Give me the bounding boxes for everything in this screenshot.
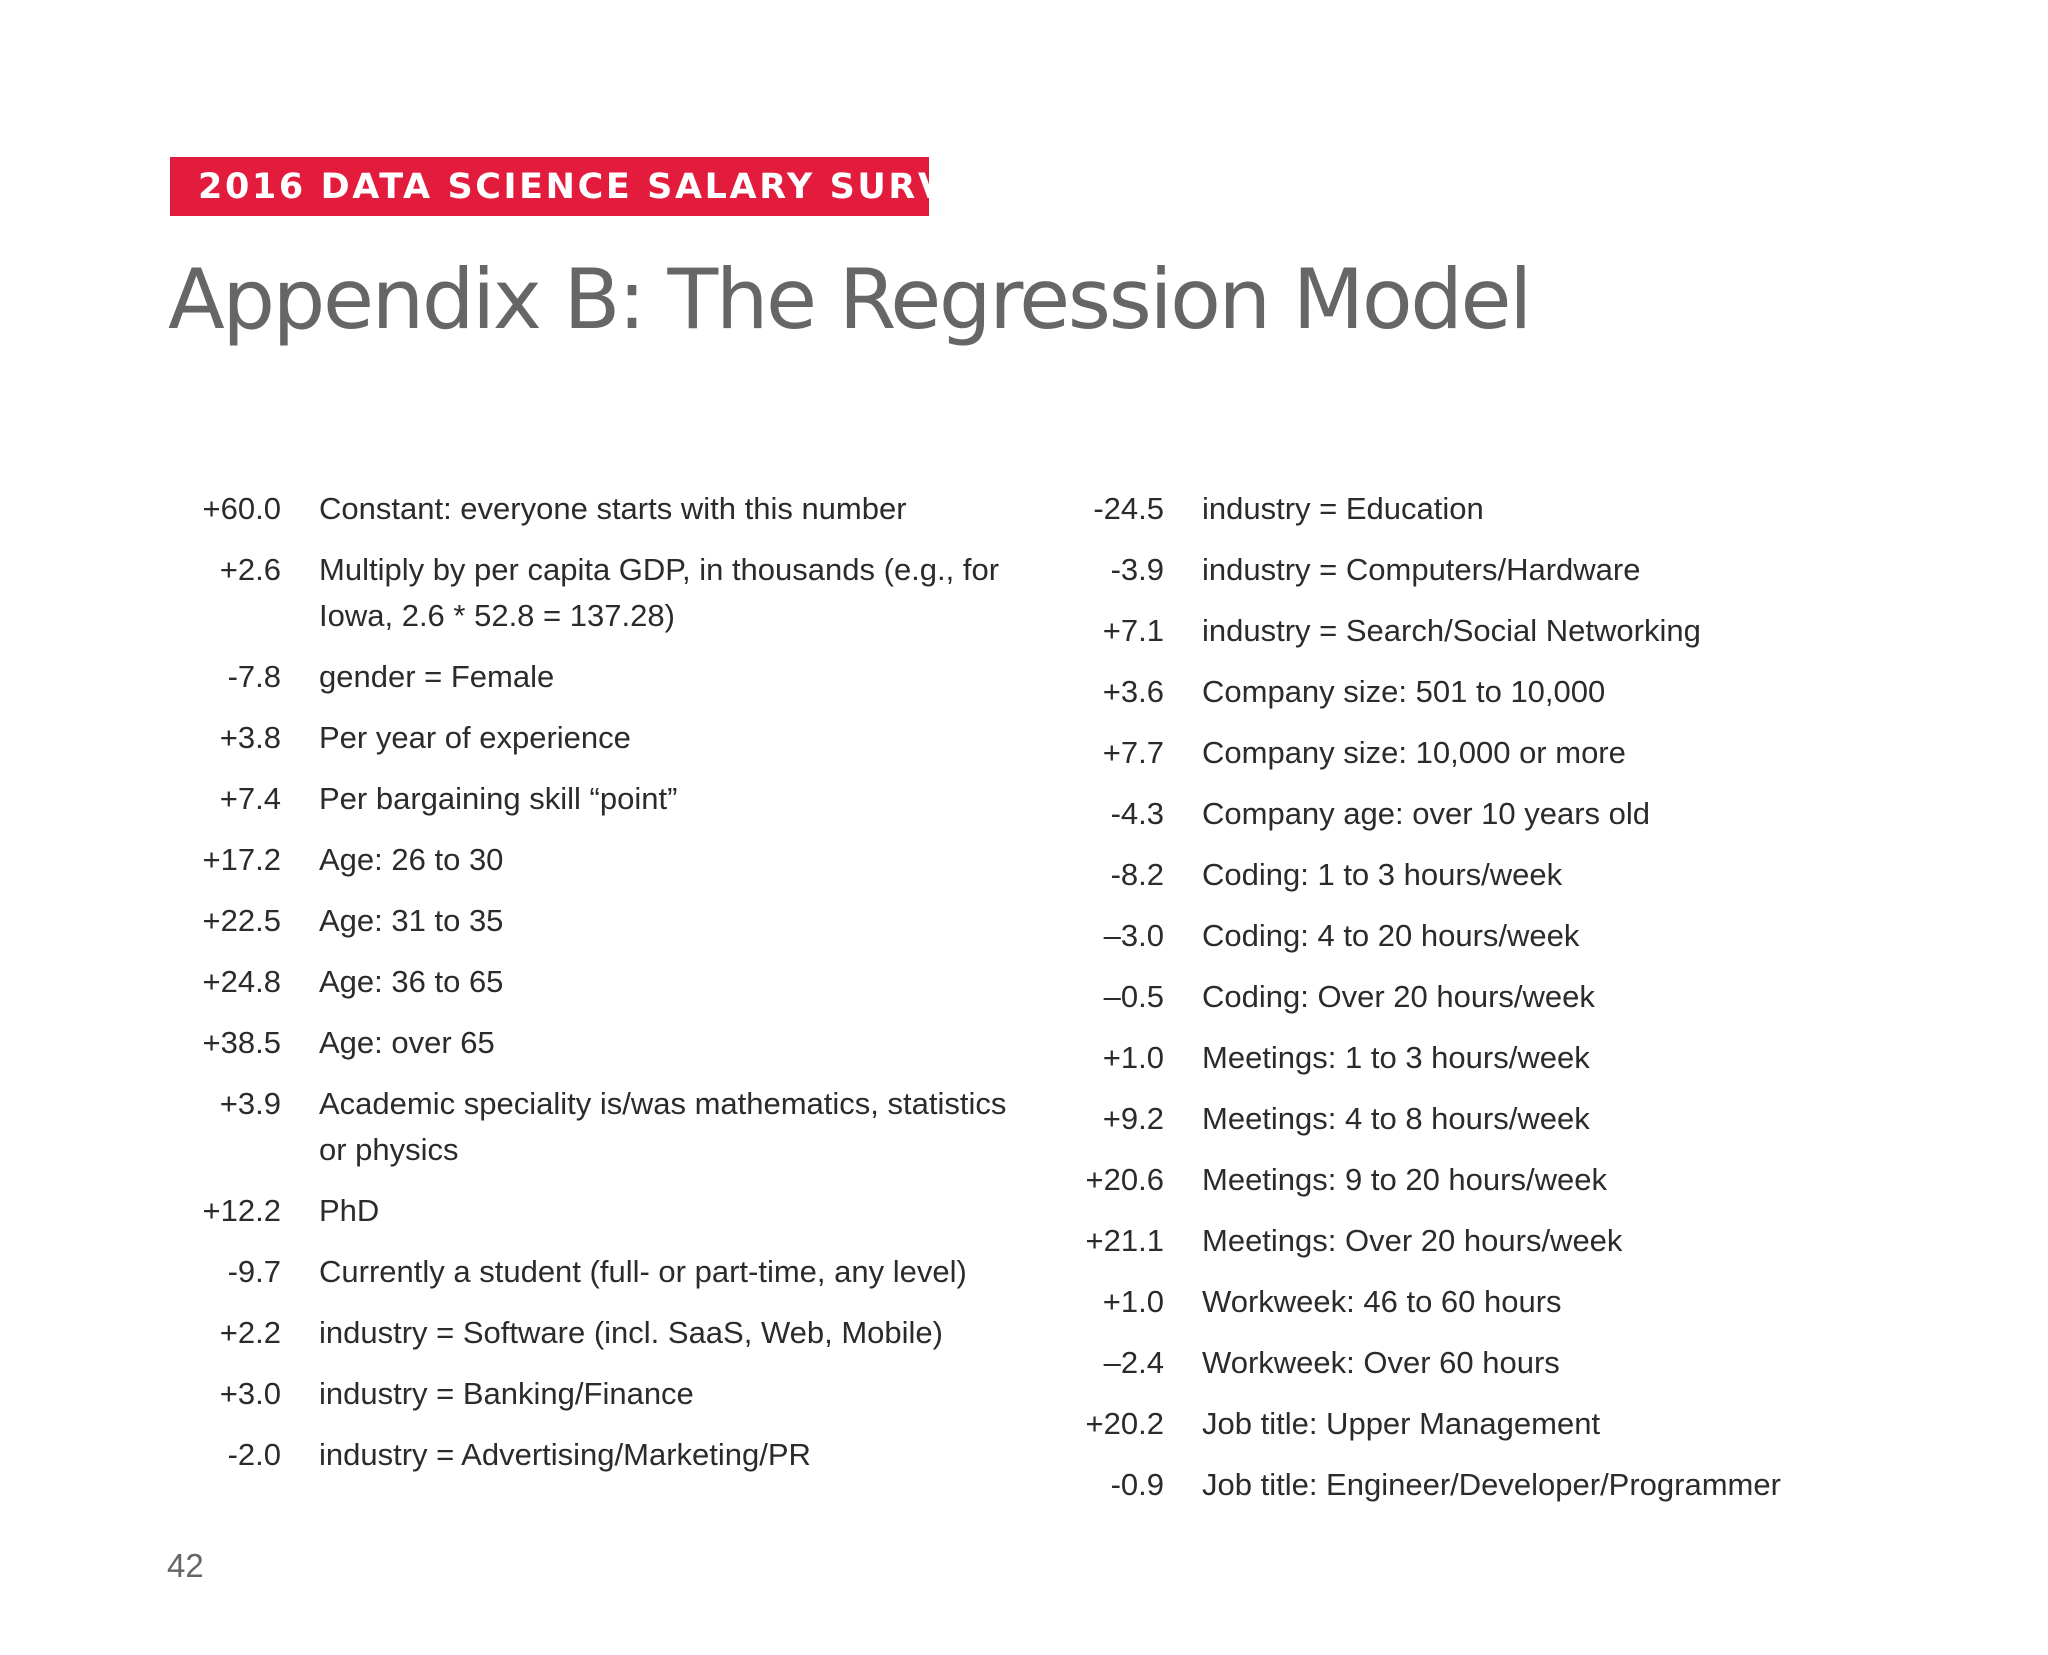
coefficient-value: +38.5 bbox=[202, 1025, 281, 1060]
coefficient-value: +22.5 bbox=[202, 903, 281, 938]
coefficient-description bbox=[319, 1020, 495, 1066]
coefficient-value: +3.9 bbox=[219, 1086, 281, 1121]
description-line: Company age: over 10 years old bbox=[1202, 796, 1651, 831]
coefficient-row bbox=[160, 776, 1006, 837]
coefficient-value: +1.0 bbox=[1102, 1284, 1164, 1319]
description-line: Company size: 501 to 10,000 bbox=[1202, 674, 1606, 709]
description-line: industry = Advertising/Marketing/PR bbox=[319, 1437, 811, 1472]
description-line: Currently a student (full- or part-time, any level) bbox=[319, 1254, 967, 1289]
coefficient-description bbox=[1202, 913, 1579, 959]
coefficient-row bbox=[160, 898, 1006, 959]
coefficient-description bbox=[319, 1371, 694, 1417]
coefficient-description bbox=[1202, 1462, 1781, 1508]
coefficient-row bbox=[1045, 547, 1781, 608]
description-line: industry = Computers/Hardware bbox=[1202, 552, 1641, 587]
banner-text: 2016 DATA SCIENCE SALARY SURVEY bbox=[198, 166, 1003, 207]
coefficient-description bbox=[1202, 791, 1650, 837]
coefficient-row bbox=[1045, 1340, 1781, 1401]
coefficient-description bbox=[1202, 1340, 1560, 1386]
coefficient-description bbox=[1202, 974, 1595, 1020]
coefficient-row bbox=[1045, 974, 1781, 1035]
coefficient-value: -0.9 bbox=[1110, 1467, 1164, 1502]
coefficient-value: +17.2 bbox=[202, 842, 281, 877]
description-line: Constant: everyone starts with this number bbox=[319, 491, 907, 526]
coefficient-row bbox=[1045, 1401, 1781, 1462]
report-banner bbox=[170, 157, 1003, 216]
coefficient-row bbox=[1045, 608, 1781, 669]
description-line: Age: 26 to 30 bbox=[319, 842, 504, 877]
description-line: Coding: 1 to 3 hours/week bbox=[1202, 857, 1563, 892]
coefficient-description bbox=[319, 1249, 967, 1295]
description-line: Coding: Over 20 hours/week bbox=[1202, 979, 1595, 1014]
coefficient-description bbox=[1202, 608, 1701, 654]
page-number: 42 bbox=[167, 1547, 204, 1584]
coefficient-row bbox=[1045, 791, 1781, 852]
coefficient-description bbox=[1202, 1401, 1600, 1447]
coefficient-description bbox=[1202, 669, 1605, 715]
coefficient-value: +21.1 bbox=[1085, 1223, 1164, 1258]
coefficient-value: +7.1 bbox=[1102, 613, 1164, 648]
coefficient-row bbox=[160, 1020, 1006, 1081]
coefficient-row bbox=[1045, 1279, 1781, 1340]
coefficient-value: –2.4 bbox=[1103, 1345, 1164, 1380]
coefficient-value: +3.6 bbox=[1102, 674, 1164, 709]
coefficient-description bbox=[319, 715, 631, 761]
coefficient-description bbox=[1202, 1218, 1622, 1264]
coefficient-description bbox=[319, 776, 677, 822]
coefficient-value: +7.7 bbox=[1102, 735, 1164, 770]
coefficient-description bbox=[319, 1310, 943, 1356]
coefficient-description bbox=[319, 837, 503, 883]
coefficient-value: +20.2 bbox=[1085, 1406, 1164, 1441]
coefficient-value: –0.5 bbox=[1103, 979, 1164, 1014]
coefficient-value: –3.0 bbox=[1103, 918, 1164, 953]
coefficient-value: -2.0 bbox=[227, 1437, 281, 1472]
coefficient-row bbox=[1045, 1157, 1781, 1218]
coefficient-description bbox=[1202, 1279, 1562, 1325]
coefficient-value: +60.0 bbox=[202, 491, 281, 526]
coefficient-description bbox=[319, 1188, 379, 1234]
description-line: Age: 36 to 65 bbox=[319, 964, 504, 999]
coefficient-value: +7.4 bbox=[219, 781, 281, 816]
coefficient-value: +9.2 bbox=[1102, 1101, 1164, 1136]
coefficient-row bbox=[160, 837, 1006, 898]
description-line: industry = Banking/Finance bbox=[319, 1376, 694, 1411]
coefficient-value: +3.8 bbox=[219, 720, 281, 755]
description-line: Meetings: 9 to 20 hours/week bbox=[1202, 1162, 1607, 1197]
description-line: Per bargaining skill “point” bbox=[319, 781, 678, 816]
coefficient-description bbox=[319, 1432, 811, 1478]
description-line: PhD bbox=[319, 1193, 380, 1228]
coefficient-row bbox=[1045, 852, 1781, 913]
coefficient-description bbox=[1202, 486, 1484, 532]
coefficient-value: +12.2 bbox=[202, 1193, 281, 1228]
description-line: Coding: 4 to 20 hours/week bbox=[1202, 918, 1580, 953]
coefficient-value: -24.5 bbox=[1093, 491, 1164, 526]
coefficient-row bbox=[160, 654, 1006, 715]
coefficient-value: +1.0 bbox=[1102, 1040, 1164, 1075]
coefficient-row bbox=[1045, 1462, 1781, 1523]
coefficient-description bbox=[319, 547, 999, 639]
coefficient-value: -9.7 bbox=[227, 1254, 281, 1289]
coefficient-row bbox=[1045, 913, 1781, 974]
description-line: Meetings: 1 to 3 hours/week bbox=[1202, 1040, 1590, 1075]
description-line: Multiply by per capita GDP, in thousands (e.g., for bbox=[319, 552, 1000, 587]
coefficient-row bbox=[1045, 730, 1781, 791]
page-title: Appendix B: The Regression Model bbox=[168, 251, 1530, 348]
coefficient-value: +3.0 bbox=[219, 1376, 281, 1411]
coefficient-description bbox=[319, 898, 503, 944]
coefficient-description bbox=[1202, 1096, 1590, 1142]
coefficient-row bbox=[1045, 669, 1781, 730]
description-line: Per year of experience bbox=[319, 720, 631, 755]
coefficient-value: +24.8 bbox=[202, 964, 281, 999]
coefficient-row bbox=[1045, 1218, 1781, 1279]
coefficient-row bbox=[160, 715, 1006, 776]
coefficient-row bbox=[160, 1188, 1006, 1249]
left-coefficient-list bbox=[160, 486, 1006, 1493]
right-coefficient-list bbox=[1045, 486, 1781, 1523]
description-line: Age: 31 to 35 bbox=[319, 903, 504, 938]
coefficient-description bbox=[1202, 547, 1640, 593]
description-line: industry = Software (incl. SaaS, Web, Mobile) bbox=[319, 1315, 943, 1350]
coefficient-row bbox=[160, 1081, 1006, 1188]
description-line: Workweek: Over 60 hours bbox=[1202, 1345, 1560, 1380]
coefficient-description bbox=[1202, 852, 1562, 898]
description-line: gender = Female bbox=[319, 659, 555, 694]
coefficient-description bbox=[1202, 730, 1626, 776]
coefficient-description bbox=[1202, 1035, 1590, 1081]
coefficient-description bbox=[319, 1081, 1006, 1173]
coefficient-row bbox=[1045, 1096, 1781, 1157]
description-line: Meetings: 4 to 8 hours/week bbox=[1202, 1101, 1590, 1136]
coefficient-description bbox=[319, 959, 503, 1005]
coefficient-value: -3.9 bbox=[1110, 552, 1164, 587]
description-line: Academic speciality is/was mathematics, statistics bbox=[319, 1086, 1007, 1121]
coefficient-row bbox=[1045, 486, 1781, 547]
description-line: Age: over 65 bbox=[319, 1025, 495, 1060]
description-line: Workweek: 46 to 60 hours bbox=[1202, 1284, 1562, 1319]
coefficient-value: +20.6 bbox=[1085, 1162, 1164, 1197]
coefficient-row bbox=[160, 1310, 1006, 1371]
description-line: industry = Education bbox=[1202, 491, 1484, 526]
coefficient-row bbox=[160, 486, 1006, 547]
coefficient-value: -8.2 bbox=[1110, 857, 1164, 892]
coefficient-value: +2.2 bbox=[219, 1315, 281, 1350]
description-line: industry = Search/Social Networking bbox=[1202, 613, 1701, 648]
coefficient-value: -7.8 bbox=[227, 659, 281, 694]
coefficient-row bbox=[160, 547, 1006, 654]
coefficient-row bbox=[160, 959, 1006, 1020]
coefficient-row bbox=[1045, 1035, 1781, 1096]
coefficient-value: +2.6 bbox=[219, 552, 281, 587]
description-line: Job title: Engineer/Developer/Programmer bbox=[1202, 1467, 1781, 1502]
coefficient-description bbox=[319, 486, 907, 532]
coefficient-row bbox=[160, 1432, 1006, 1493]
description-line: Meetings: Over 20 hours/week bbox=[1202, 1223, 1623, 1258]
coefficient-row bbox=[160, 1371, 1006, 1432]
coefficient-row bbox=[160, 1249, 1006, 1310]
description-line: or physics bbox=[319, 1132, 459, 1167]
coefficient-description bbox=[1202, 1157, 1607, 1203]
description-line: Company size: 10,000 or more bbox=[1202, 735, 1626, 770]
description-line: Job title: Upper Management bbox=[1202, 1406, 1601, 1441]
description-line: Iowa, 2.6 * 52.8 = 137.28) bbox=[319, 598, 675, 633]
coefficient-description bbox=[319, 654, 554, 700]
coefficient-value: -4.3 bbox=[1110, 796, 1164, 831]
